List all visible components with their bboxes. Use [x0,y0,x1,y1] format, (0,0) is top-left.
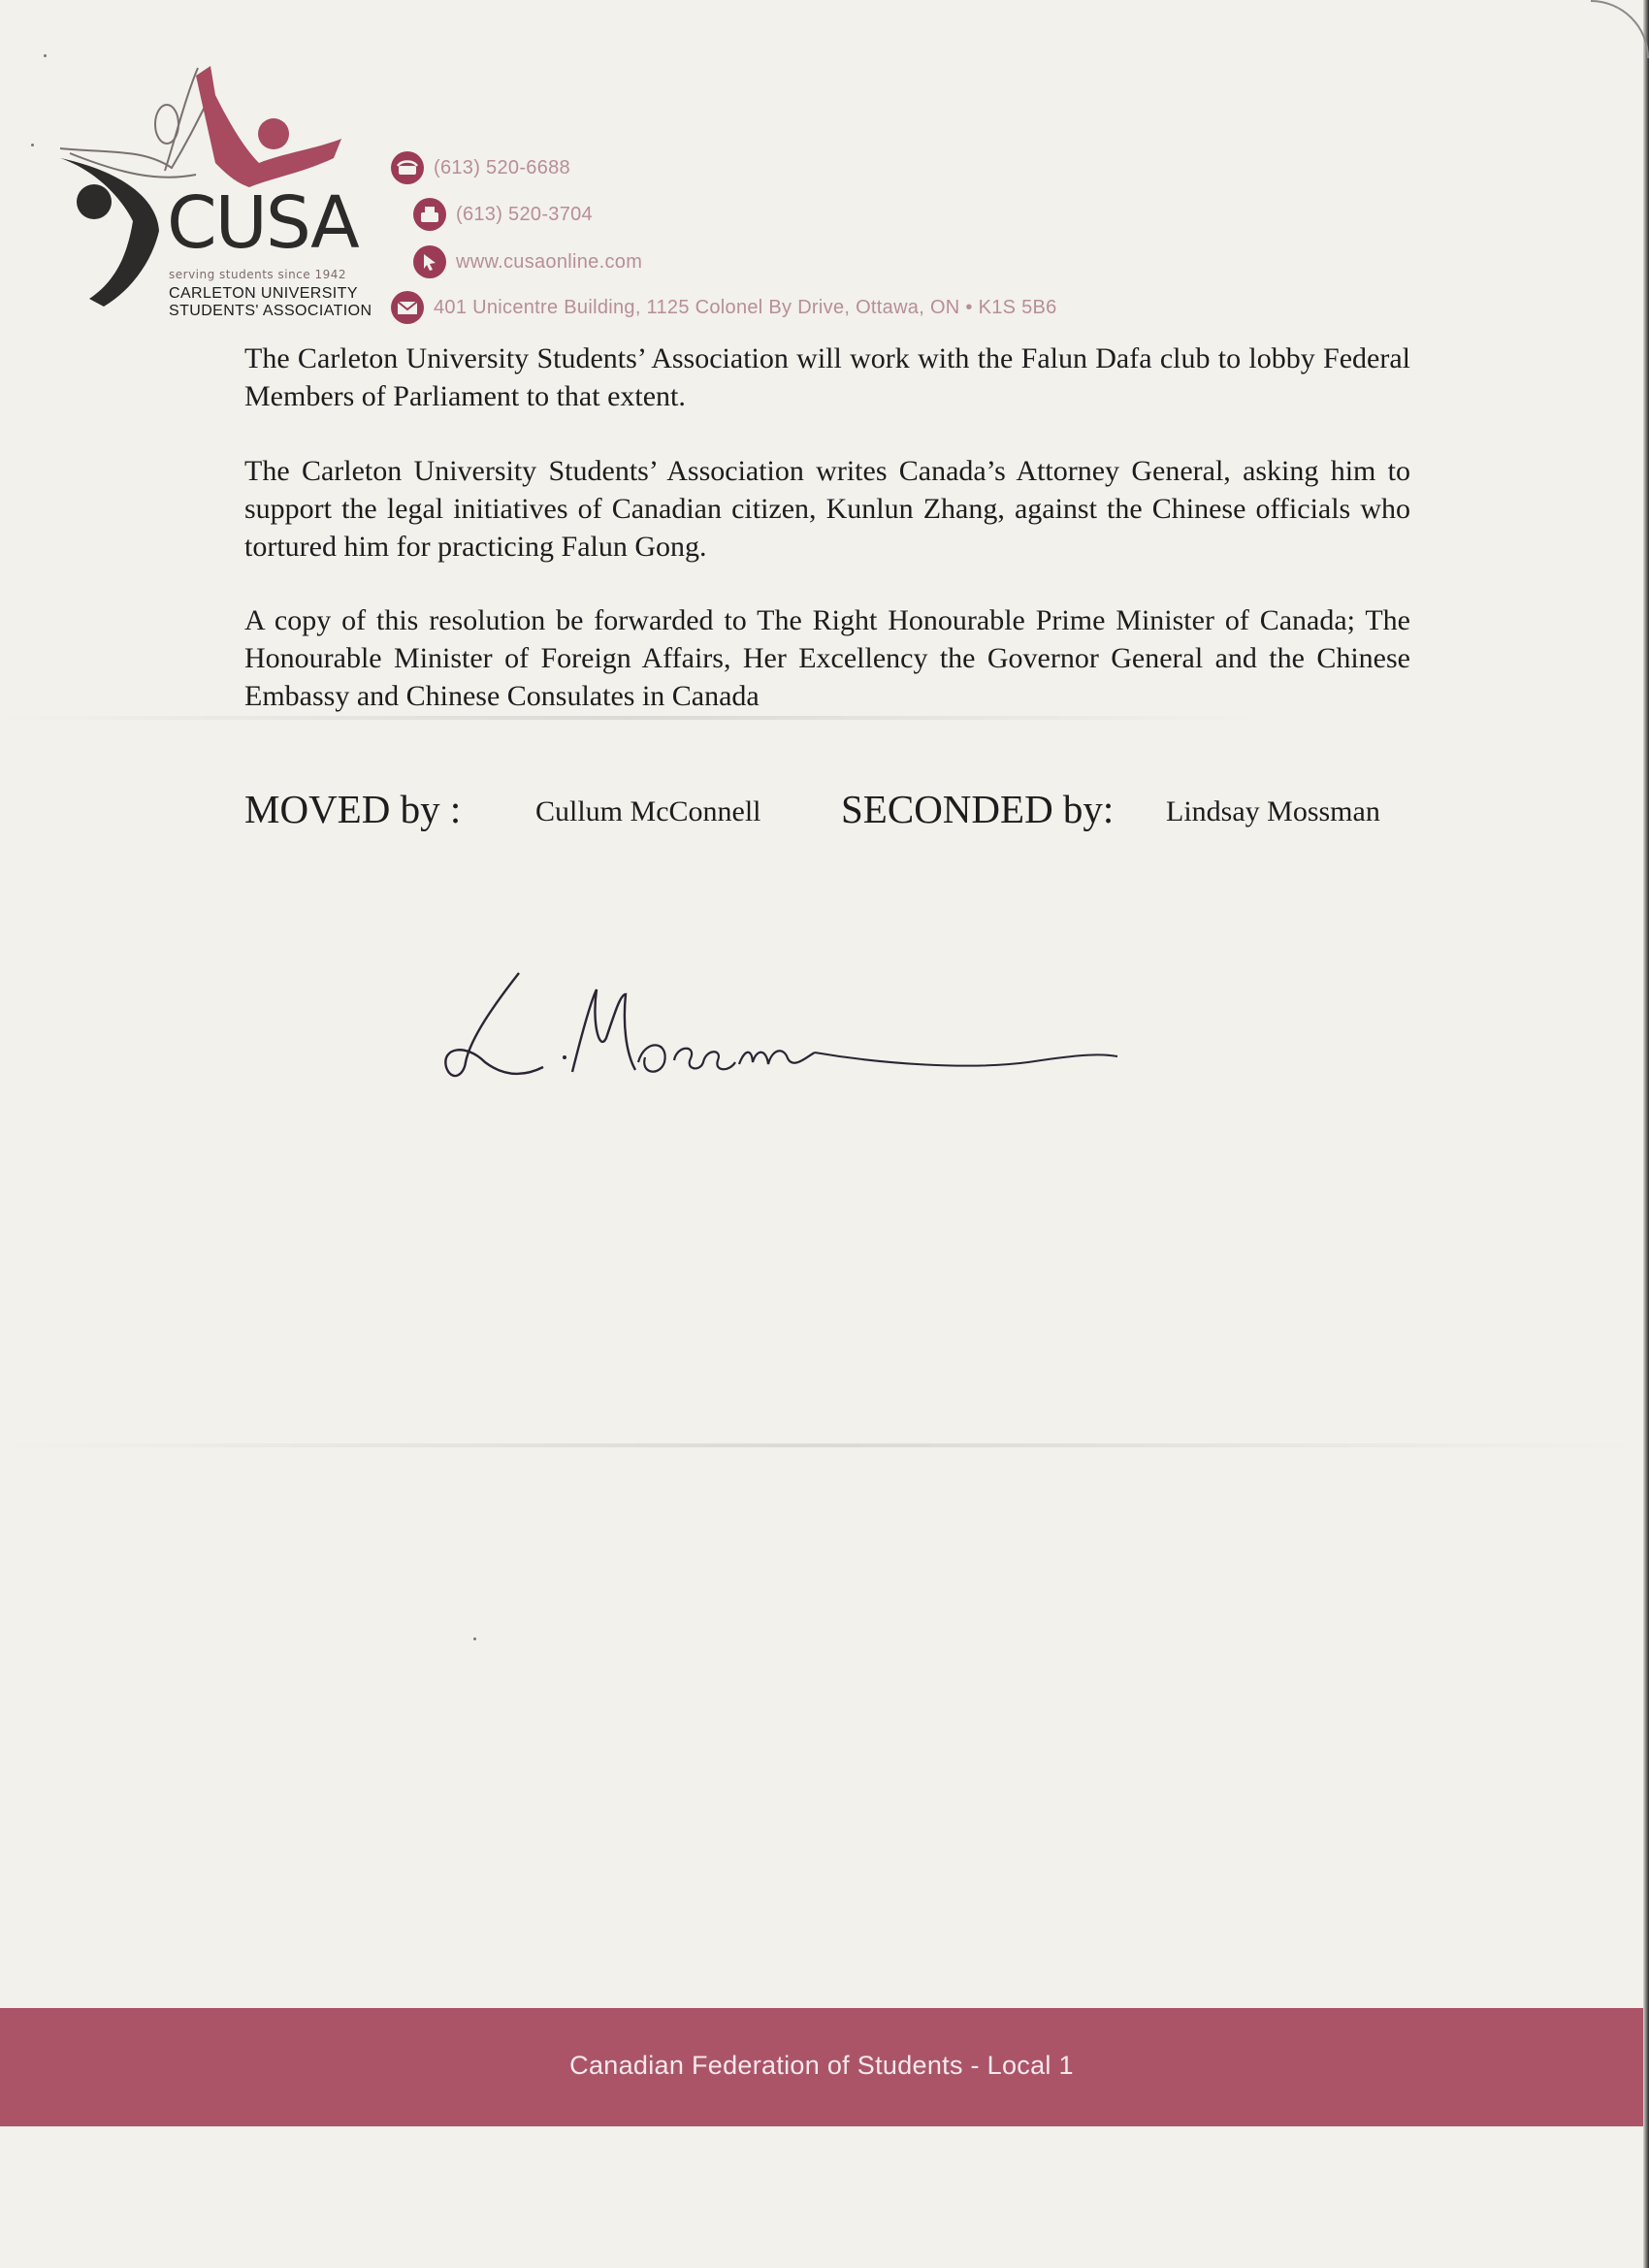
contact-phone-text: (613) 520-6688 [434,156,570,178]
contact-website [413,245,642,278]
scan-crease-2 [0,1443,1639,1447]
resolution-paragraph-3: A copy of this resolution be forwarded to The Right Honourable Prime Minister of Canada; The Honourable Minister of Foreign Affairs, Her Excellency the Governor General and the Chinese Embassy and Chinese Consulates in Canada [244,604,1410,712]
contact-fax [413,198,593,231]
seconded-by-name: Lindsay Mossman [1166,795,1380,827]
page-edge [1643,0,1649,2268]
fax-icon [413,198,446,231]
logo-org-name [169,285,372,320]
footer-band [0,2008,1643,2126]
scan-speck [31,144,34,146]
logo-wordmark: CUSA [167,181,358,265]
cursor-icon [413,245,446,278]
telephone-icon [391,151,424,184]
scan-crease-1 [0,716,1261,720]
resolution-paragraph-2: The Carleton University Students’ Association writes Canada’s Attorney General, asking him to support the legal initiatives of Canadian citizen, Kunlun Zhang, against the Chinese officials who tortured him for practicing Falun Gong. [244,455,1410,563]
logo-org-line-2: STUDENTS' ASSOCIATION [169,303,372,319]
logo-tagline: serving students since 1942 [169,268,347,281]
envelope-icon [391,291,424,324]
signature-strokes [427,956,1145,1101]
logo-org-line-1: CARLETON UNIVERSITY [169,285,358,302]
seconded-by-label: SECONDED by: [841,787,1115,831]
contact-website-text: www.cusaonline.com [456,250,643,273]
contact-address [391,291,1057,324]
resolution-paragraph-1: The Carleton University Students’ Association will work with the Falun Dafa club to lobby Federal Members of Parliament to that extent. [244,342,1410,412]
page-corner [1591,0,1649,58]
motion-signatories [244,786,1428,834]
scan-speck [44,54,47,57]
moved-by-name: Cullum McConnell [535,795,761,827]
footer-text: Canadian Federation of Students - Local 1 [569,2051,1074,2080]
contact-address-text: 401 Unicentre Building, 1125 Colonel By Drive, Ottawa, ON • K1S 5B6 [434,296,1057,318]
moved-by-label: MOVED by : [244,787,462,831]
contact-phone [391,151,570,184]
handwritten-signature [427,956,1145,1101]
contact-fax-text: (613) 520-3704 [456,203,593,225]
cusa-logo [50,56,380,338]
scan-speck [473,1637,476,1640]
